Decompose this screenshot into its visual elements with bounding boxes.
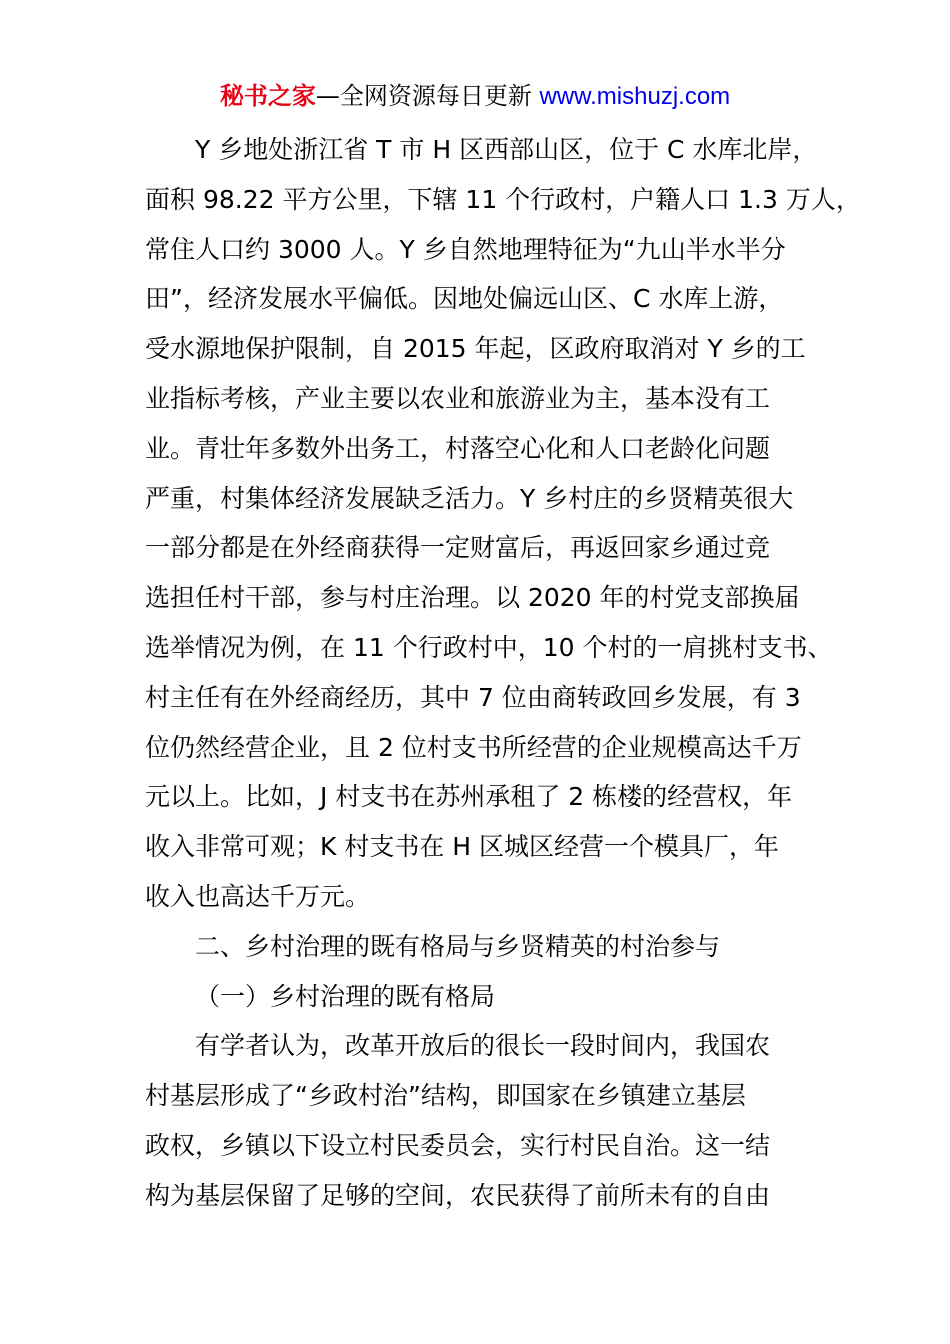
body-line: 村主任有在外经商经历，其中 7 位由商转政回乡发展，有 3 bbox=[145, 682, 801, 712]
body-line: 常住人口约 3000 人。Y 乡自然地理特征为“九山半水半分 bbox=[145, 234, 786, 264]
body-line: 位仍然经营企业，且 2 位村支书所经营的企业规模高达千万 bbox=[145, 732, 802, 762]
body-line: 业。青壮年多数外出务工，村落空心化和人口老龄化问题 bbox=[145, 433, 771, 463]
body-line: 元以上。比如，J 村支书在苏州承租了 2 栋楼的经营权，年 bbox=[145, 782, 793, 812]
brand-name: 秘书之家 bbox=[219, 82, 316, 110]
body-line: 一部分都是在外经商获得一定财富后，再返回家乡通过竞 bbox=[145, 533, 771, 563]
body-line: 面积 98.22 平方公里，下辖 11 个行政村，户籍人口 1.3 万人， bbox=[145, 184, 861, 214]
body-line: 严重，村集体经济发展缺乏活力。Y 乡村庄的乡贤精英很大 bbox=[145, 483, 794, 513]
body-line: 受水源地保护限制，自 2015 年起，区政府取消对 Y 乡的工 bbox=[145, 334, 806, 364]
body-line: 选担任村干部，参与村庄治理。以 2020 年的村党支部换届 bbox=[145, 583, 800, 613]
body-line: 收入也高达千万元。 bbox=[145, 881, 371, 911]
site-url-link[interactable]: www.mishuzj.com bbox=[539, 83, 731, 110]
body-line: 构为基层保留了足够的空间，农民获得了前所未有的自由 bbox=[145, 1180, 771, 1210]
body-line: 有学者认为，改革开放后的很长一段时间内，我国农 bbox=[195, 1031, 771, 1061]
header-tagline: —全网资源每日更新 bbox=[315, 82, 540, 110]
body-line: 田”，经济发展水平偏低。因地处偏远山区、C 水库上游， bbox=[145, 284, 784, 314]
section-heading: 二、乡村治理的既有格局与乡贤精英的村治参与 bbox=[195, 931, 721, 961]
body-line: 收入非常可观；K 村支书在 H 区城区经营一个模具厂，年 bbox=[145, 832, 780, 862]
body-line: 业指标考核，产业主要以农业和旅游业为主，基本没有工 bbox=[145, 383, 771, 413]
document-body bbox=[145, 125, 861, 1221]
body-line: 政权，乡镇以下设立村民委员会，实行村民自治。这一结 bbox=[145, 1130, 771, 1160]
subsection-heading: （一）乡村治理的既有格局 bbox=[195, 981, 496, 1011]
site-header bbox=[0, 80, 950, 113]
body-line: 选举情况为例，在 11 个行政村中，10 个村的一肩挑村支书、 bbox=[145, 632, 833, 662]
body-line: Y 乡地处浙江省 T 市 H 区西部山区，位于 C 水库北岸， bbox=[195, 135, 818, 164]
body-line: 村基层形成了“乡政村治”结构，即国家在乡镇建立基层 bbox=[145, 1081, 746, 1111]
